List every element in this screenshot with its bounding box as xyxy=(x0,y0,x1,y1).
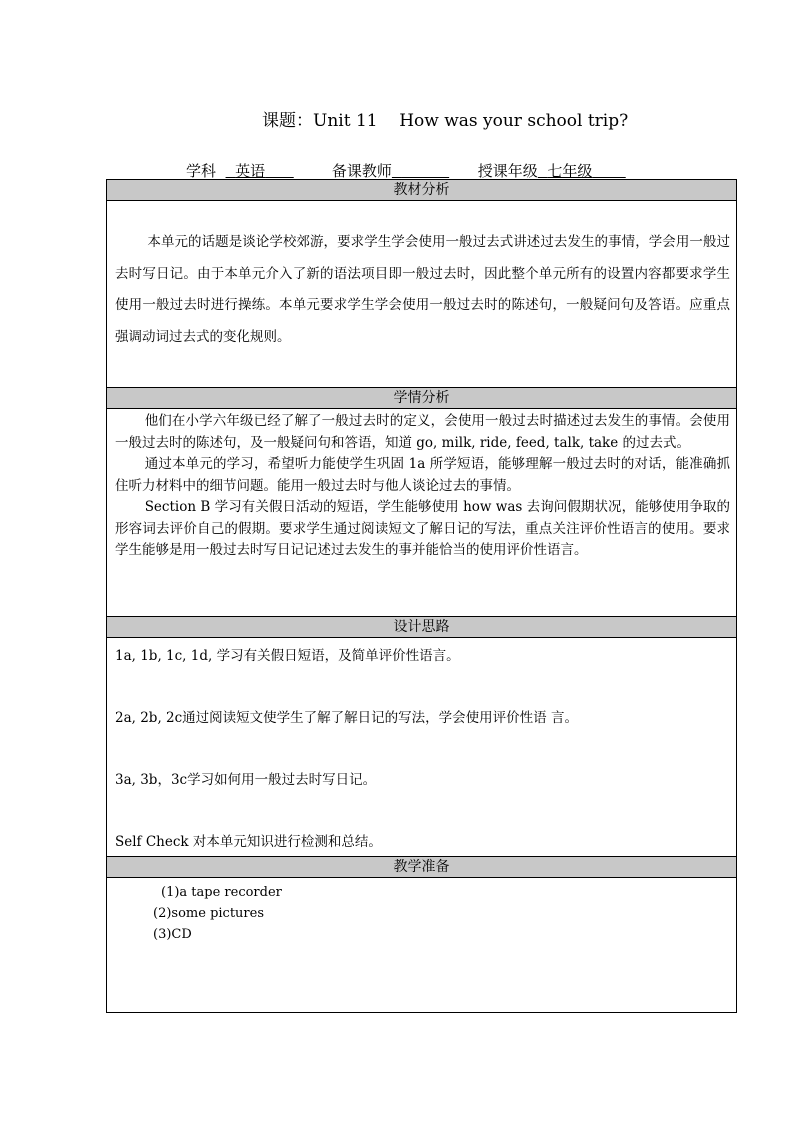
preparation-body xyxy=(107,878,736,1012)
meta-row xyxy=(186,160,626,181)
lesson-plan-table xyxy=(106,179,737,1013)
design-item: Self Check 对本单元知识进行检测和总结。 xyxy=(115,834,382,850)
student-analysis-heading: 学情分析 xyxy=(107,388,736,409)
teacher-value xyxy=(392,162,449,180)
page-title: 课题：Unit 11 How was your school trip? xyxy=(262,111,629,131)
design-item: 1a, 1b, 1c, 1d, 学习有关假日短语，及简单评价性语言。 xyxy=(115,648,460,664)
textbook-paragraph: 本单元的话题是谈论学校郊游，要求学生学会使用一般过去式讲述过去发生的事情，学会用一般过去时写日记。由于本单元介入了新的语法项目即一般过去时，因此整个单元所有的设置内容都要求学生使用一般过去时进行操练。本单元要求学生学会使用一般过去时的陈述句，一般疑问句及答语。应重点强调动词过去式的变化规则。 xyxy=(115,234,730,345)
preparation-item: (3)CD xyxy=(153,927,192,942)
grade-label: 授课年级 xyxy=(477,162,538,180)
design-item: 3a, 3b，3c学习如何用一般过去时写日记。 xyxy=(115,772,377,788)
student-paragraph: 他们在小学六年级已经了解了一般过去时的定义，会使用一般过去时描述过去发生的事情。会使用一般过去时的陈述句，及一般疑问句和答语，知道 go, milk, ride, feed, talk, take 的过去式。 xyxy=(115,413,730,451)
grade-value: 七年级 xyxy=(547,162,593,180)
design-item: 2a, 2b, 2c通过阅读短文使学生了解了解日记的写法，学会使用评价性语 言。 xyxy=(115,710,578,726)
design-idea-body xyxy=(107,638,736,857)
subject-label: 学科 xyxy=(186,162,217,180)
teacher-label: 备课教师 xyxy=(331,162,392,180)
textbook-analysis-body xyxy=(107,201,736,388)
subject-value: 英语 xyxy=(235,162,266,180)
student-analysis-body xyxy=(107,409,736,617)
textbook-analysis-heading: 教材分析 xyxy=(107,180,736,201)
preparation-item: (1)a tape recorder xyxy=(161,885,282,900)
preparation-heading: 教学准备 xyxy=(107,857,736,878)
design-idea-heading: 设计思路 xyxy=(107,617,736,638)
student-paragraph: Section B 学习有关假日活动的短语，学生能够使用 how was 去询问假期状况，能够使用争取的形容词去评价自己的假期。要求学生通过阅读短文了解日记的写法，重点关注评价性语言的使用。要求学生能够是用一般过去时写日记记述过去发生的事并能恰当的使用评价性语言。 xyxy=(115,499,730,558)
student-paragraph: 通过本单元的学习，希望听力能使学生巩固 1a 所学短语，能够理解一般过去时的对话，能准确抓住听力材料中的细节问题。能用一般过去时与他人谈论过去的事情。 xyxy=(115,456,730,494)
preparation-item: (2)some pictures xyxy=(153,906,265,921)
